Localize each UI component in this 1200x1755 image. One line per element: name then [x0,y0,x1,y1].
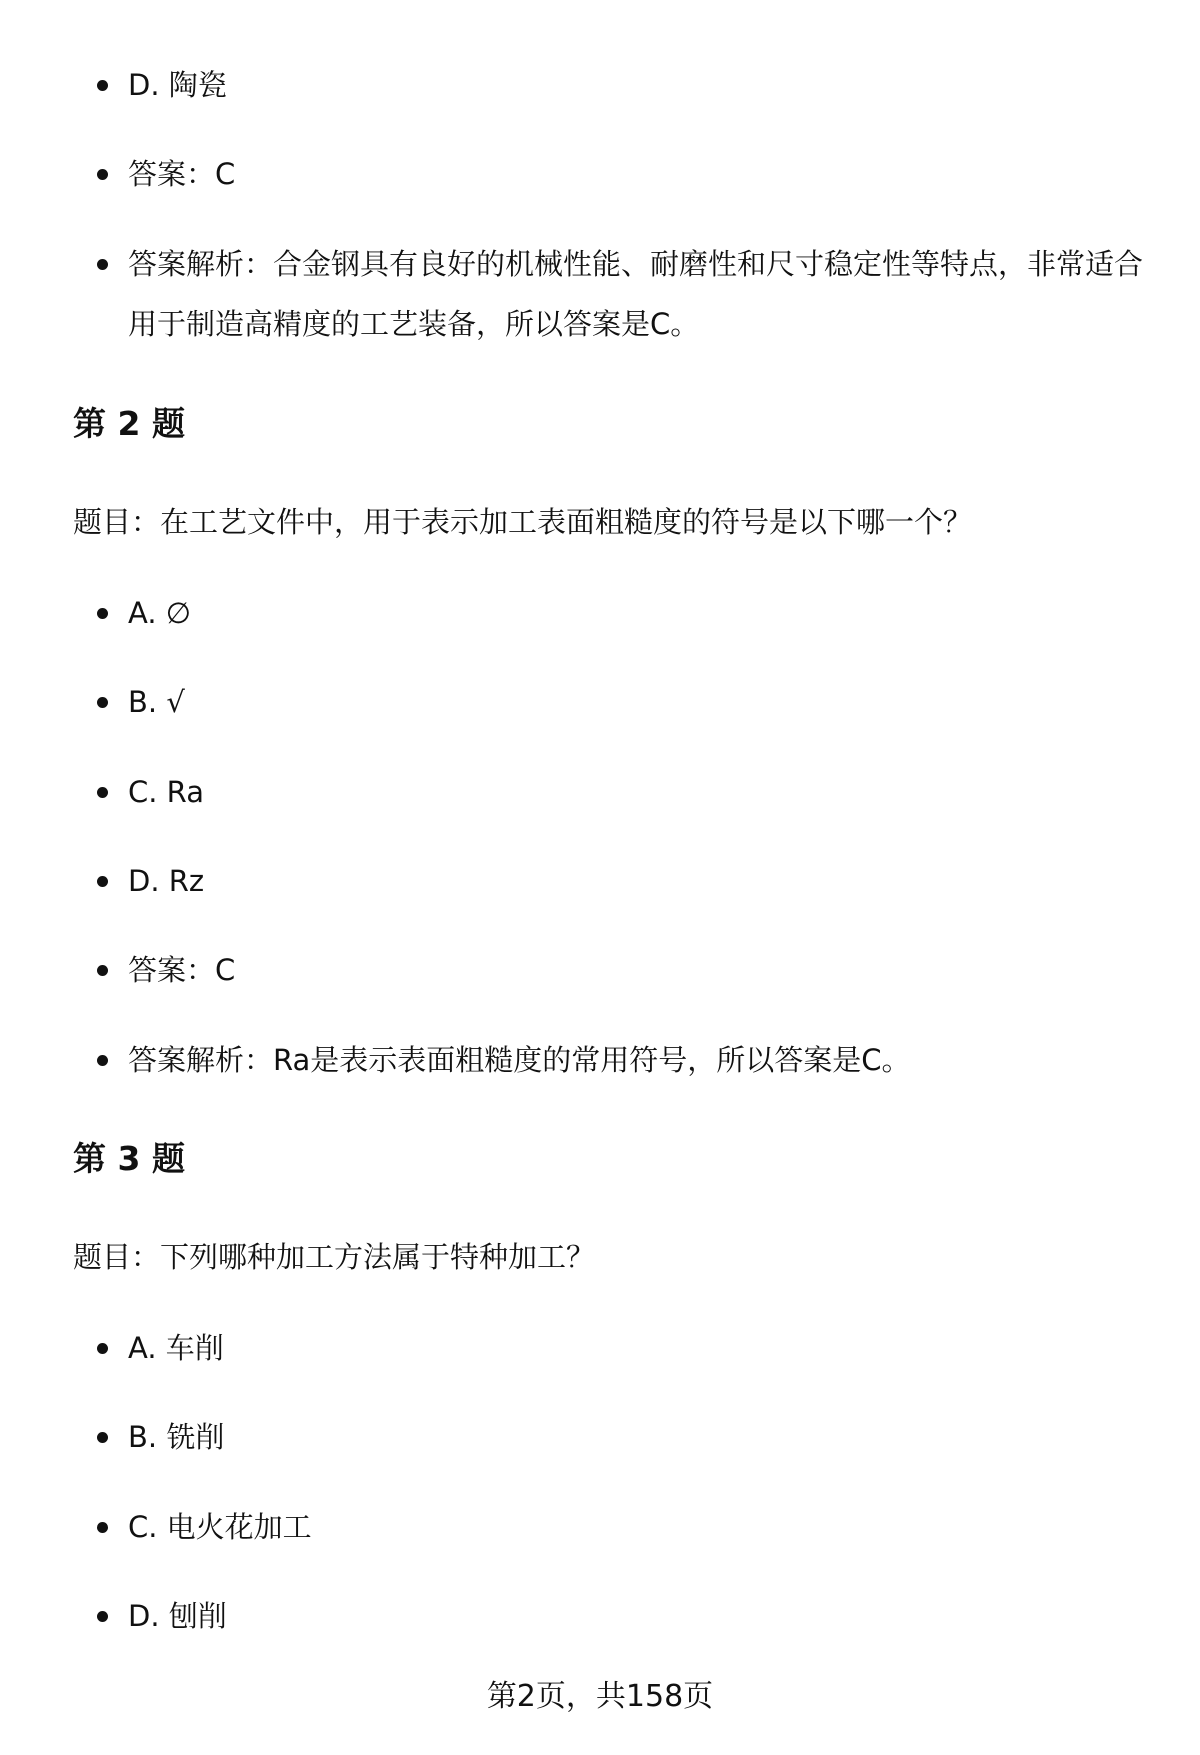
option-d: D. 刨削 [128,1599,227,1633]
question-heading: 第 2 题 [73,404,185,443]
option-d: D. 陶瓷 [128,68,227,102]
answer-explanation: 答案解析：Ra是表示表面粗糙度的常用符号，所以答案是C。 [128,1043,911,1077]
list-bullet [97,1055,108,1066]
option-c: C. Ra [128,775,204,809]
question-text: 题目：在工艺文件中，用于表示加工表面粗糙度的符号是以下哪一个？ [73,505,973,539]
list-bullet [97,1611,108,1622]
list-bullet [97,787,108,798]
option-b: B. √ [128,685,185,719]
option-b: B. 铣削 [128,1420,225,1454]
list-bullet [97,259,108,270]
list-bullet [97,1522,108,1533]
answer-explanation: 答案解析：合金钢具有良好的机械性能、耐磨性和尺寸稳定性等特点，非常适合用于制造高精度的工艺装备，所以答案是C。 [128,247,1144,341]
option-c: C. 电火花加工 [128,1510,312,1544]
answer: 答案：C [128,157,236,191]
list-bullet [97,169,108,180]
page-footer: 第2页，共158页 [486,1679,714,1714]
list-bullet [97,1432,108,1443]
question-heading: 第 3 题 [73,1139,185,1178]
option-a: A. 车削 [128,1331,224,1365]
list-bullet [97,876,108,887]
question-text: 题目：下列哪种加工方法属于特种加工？ [73,1240,596,1274]
list-bullet [97,608,108,619]
option-d: D. Rz [128,864,205,898]
list-bullet [97,697,108,708]
list-bullet [97,80,108,91]
answer: 答案：C [128,953,236,987]
option-a: A. ∅ [128,596,192,630]
list-bullet [97,1343,108,1354]
list-bullet [97,965,108,976]
